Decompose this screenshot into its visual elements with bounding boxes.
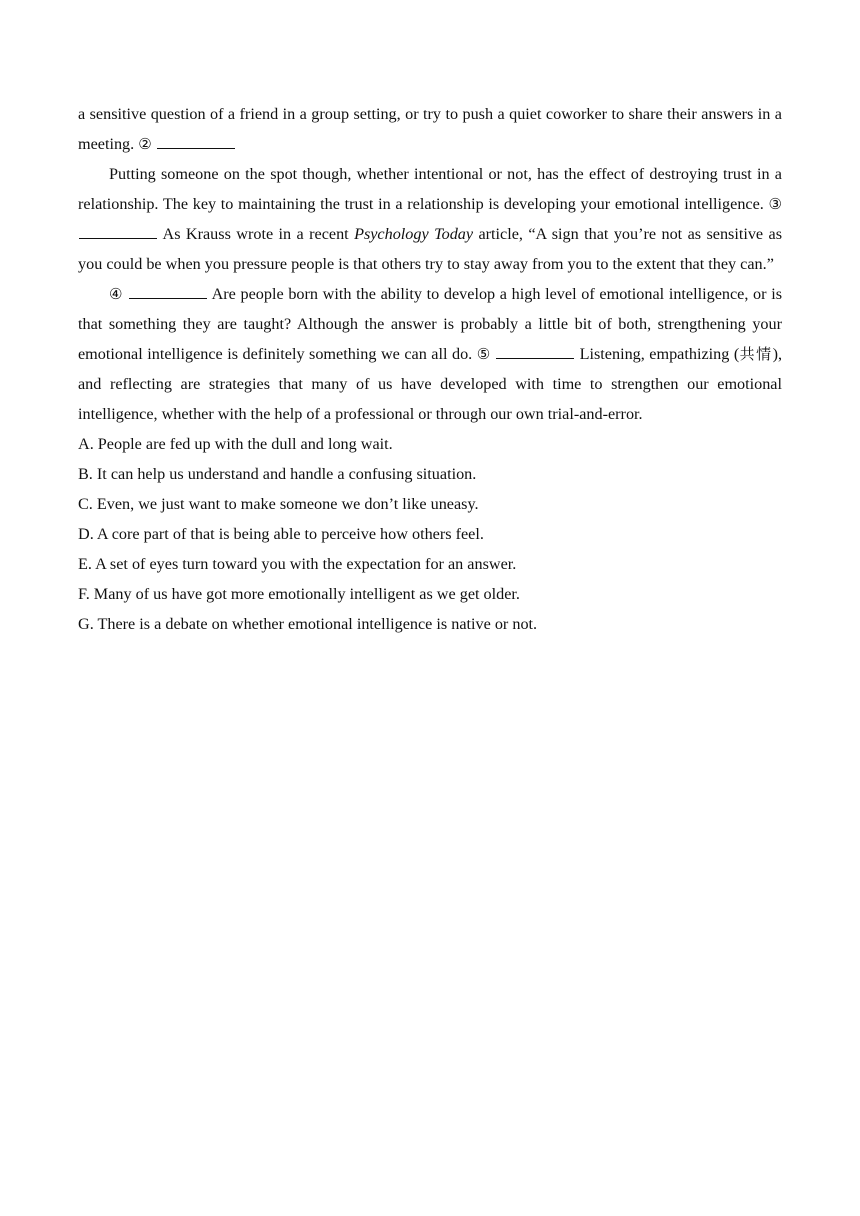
option-e: E. A set of eyes turn toward you with the expectation for an answer. — [78, 555, 517, 573]
paragraph-3 — [78, 279, 782, 429]
answer-options — [78, 429, 782, 639]
chinese-gloss: 共情 — [739, 345, 773, 363]
option-f: F. Many of us have got more emotionally intelligent as we get older. — [78, 585, 520, 603]
blank-number-5: ⑤ — [476, 345, 491, 363]
paragraph-3-text-b: Listening, empathizing ( — [579, 345, 740, 363]
blank-number-4: ④ — [109, 285, 124, 303]
option-g: G. There is a debate on whether emotional intelligence is native or not. — [78, 615, 538, 633]
paragraph-2 — [78, 159, 782, 279]
blank-number-3: ③ — [768, 195, 782, 213]
option-c: C. Even, we just want to make someone we don’t like uneasy. — [78, 495, 479, 513]
blank-number-2: ② — [138, 135, 152, 153]
paragraph-2-text-a: Putting someone on the spot though, whether intentional or not, has the effect of destroying trust in a relationship. The key to maintaining the trust in a relationship is developing your emotional intelligence. — [78, 165, 782, 213]
option-a: A. People are fed up with the dull and long wait. — [78, 435, 393, 453]
answer-blank-2[interactable] — [157, 134, 235, 149]
paragraph-2-text-c: article, “A sign that you’re not as sensitive as you could be when you pressure people is that others try to stay away from you to the extent that they can.” — [78, 225, 782, 273]
paragraph-2-text-b: As Krauss wrote in a recent — [162, 225, 349, 243]
paragraph-1-text: a sensitive question of a friend in a group setting, or try to push a quiet coworker to share their answers in a meeting. — [78, 105, 782, 153]
option-d: D. A core part of that is being able to perceive how others feel. — [78, 525, 484, 543]
magazine-title: Psychology Today — [354, 225, 474, 243]
answer-blank-5[interactable] — [496, 344, 574, 359]
document-page — [78, 99, 782, 639]
paragraph-3-text-c: ), and reflecting are strategies that many of us have developed with time to strengthen our emotional intelligence, whether with the help of a professional or through our own trial-and-error. — [78, 345, 782, 423]
paragraph-3-text-a: Are people born with the ability to develop a high level of emotional intelligence, or is that something they are taught? Although the answer is probably a little bit of both, strengthening your emotional intelligence is definitely something we can all do. — [78, 285, 783, 363]
answer-blank-3[interactable] — [79, 224, 157, 239]
answer-blank-4[interactable] — [129, 284, 207, 299]
paragraph-1 — [78, 99, 782, 159]
option-b: B. It can help us understand and handle a confusing situation. — [78, 465, 477, 483]
